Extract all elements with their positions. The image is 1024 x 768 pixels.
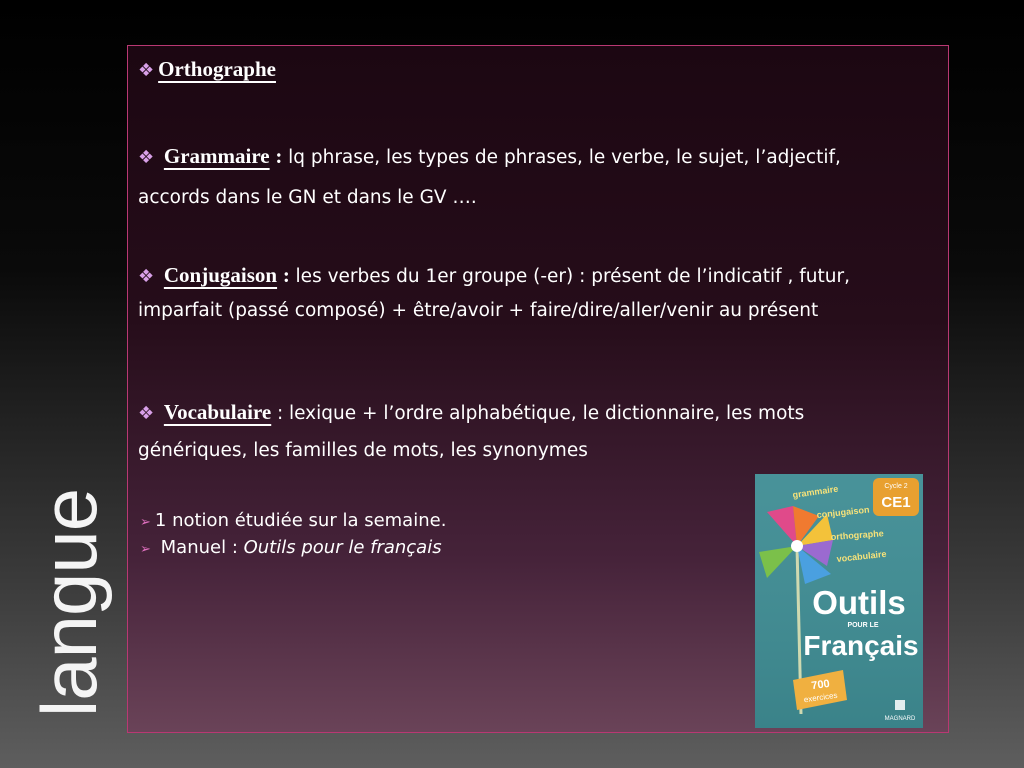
notes-list bbox=[140, 508, 446, 562]
book-title-small: POUR LE bbox=[847, 622, 879, 629]
section-text: lq phrase, les types de phrases, le verbe, le sujet, l’adjectif, accords dans le GN et dans le GV …. bbox=[138, 147, 841, 208]
book-title-line1: Outils bbox=[812, 584, 906, 621]
section-separator: : bbox=[275, 144, 283, 168]
diamond-bullet-icon: ❖ bbox=[138, 60, 155, 81]
book-cover-image bbox=[755, 474, 923, 728]
note-item bbox=[140, 508, 446, 535]
badge-number: 700 bbox=[810, 677, 831, 693]
section-heading: Conjugaison bbox=[163, 263, 278, 287]
diamond-bullet-icon: ❖ bbox=[138, 266, 155, 287]
section-heading: Vocabulaire bbox=[163, 400, 272, 424]
slide-side-title bbox=[25, 478, 113, 728]
publisher-logo bbox=[895, 700, 905, 710]
cycle-label: Cycle 2 bbox=[884, 483, 908, 490]
note-text: 1 notion étudiée sur la semaine. bbox=[154, 510, 447, 531]
subject-label: vocabulaire bbox=[836, 548, 887, 564]
side-title-text: langue bbox=[25, 488, 113, 718]
note-prefix: Manuel : bbox=[160, 537, 244, 558]
section-heading: Grammaire bbox=[163, 144, 270, 168]
section-orthographe bbox=[138, 54, 918, 86]
note-item bbox=[140, 535, 446, 562]
diamond-bullet-icon: ❖ bbox=[138, 403, 155, 424]
section-vocabulaire bbox=[138, 394, 918, 469]
level-label: CE1 bbox=[881, 494, 911, 511]
note-book-title: Outils pour le français bbox=[243, 537, 442, 558]
publisher-label: MAGNARD bbox=[884, 716, 916, 722]
book-title-line2: Français bbox=[803, 630, 919, 661]
section-grammaire bbox=[138, 136, 918, 218]
section-separator: : bbox=[282, 263, 290, 287]
content-panel bbox=[127, 45, 949, 733]
subject-label: orthographe bbox=[830, 528, 885, 542]
subject-label: grammaire bbox=[791, 483, 839, 500]
section-text: les verbes du 1er groupe (-er) : présent de l’indicatif , futur, imparfait (passé composé) + être/avoir + faire/dire/aller/venir au présent bbox=[138, 266, 850, 321]
section-text: lexique + l’ordre alphabétique, le dictionnaire, les mots génériques, les familles de mots, les synonymes bbox=[138, 403, 805, 461]
diamond-bullet-icon: ❖ bbox=[138, 147, 155, 168]
arrow-bullet-icon: ➢ bbox=[140, 515, 151, 530]
section-separator: : bbox=[276, 403, 284, 424]
subject-label: conjugaison bbox=[816, 504, 870, 520]
book-cover-illustration bbox=[755, 474, 923, 728]
badge-text: exercices bbox=[803, 690, 839, 705]
arrow-bullet-icon: ➢ bbox=[140, 542, 151, 557]
section-heading: Orthographe bbox=[158, 57, 276, 81]
section-conjugaison bbox=[138, 258, 918, 328]
